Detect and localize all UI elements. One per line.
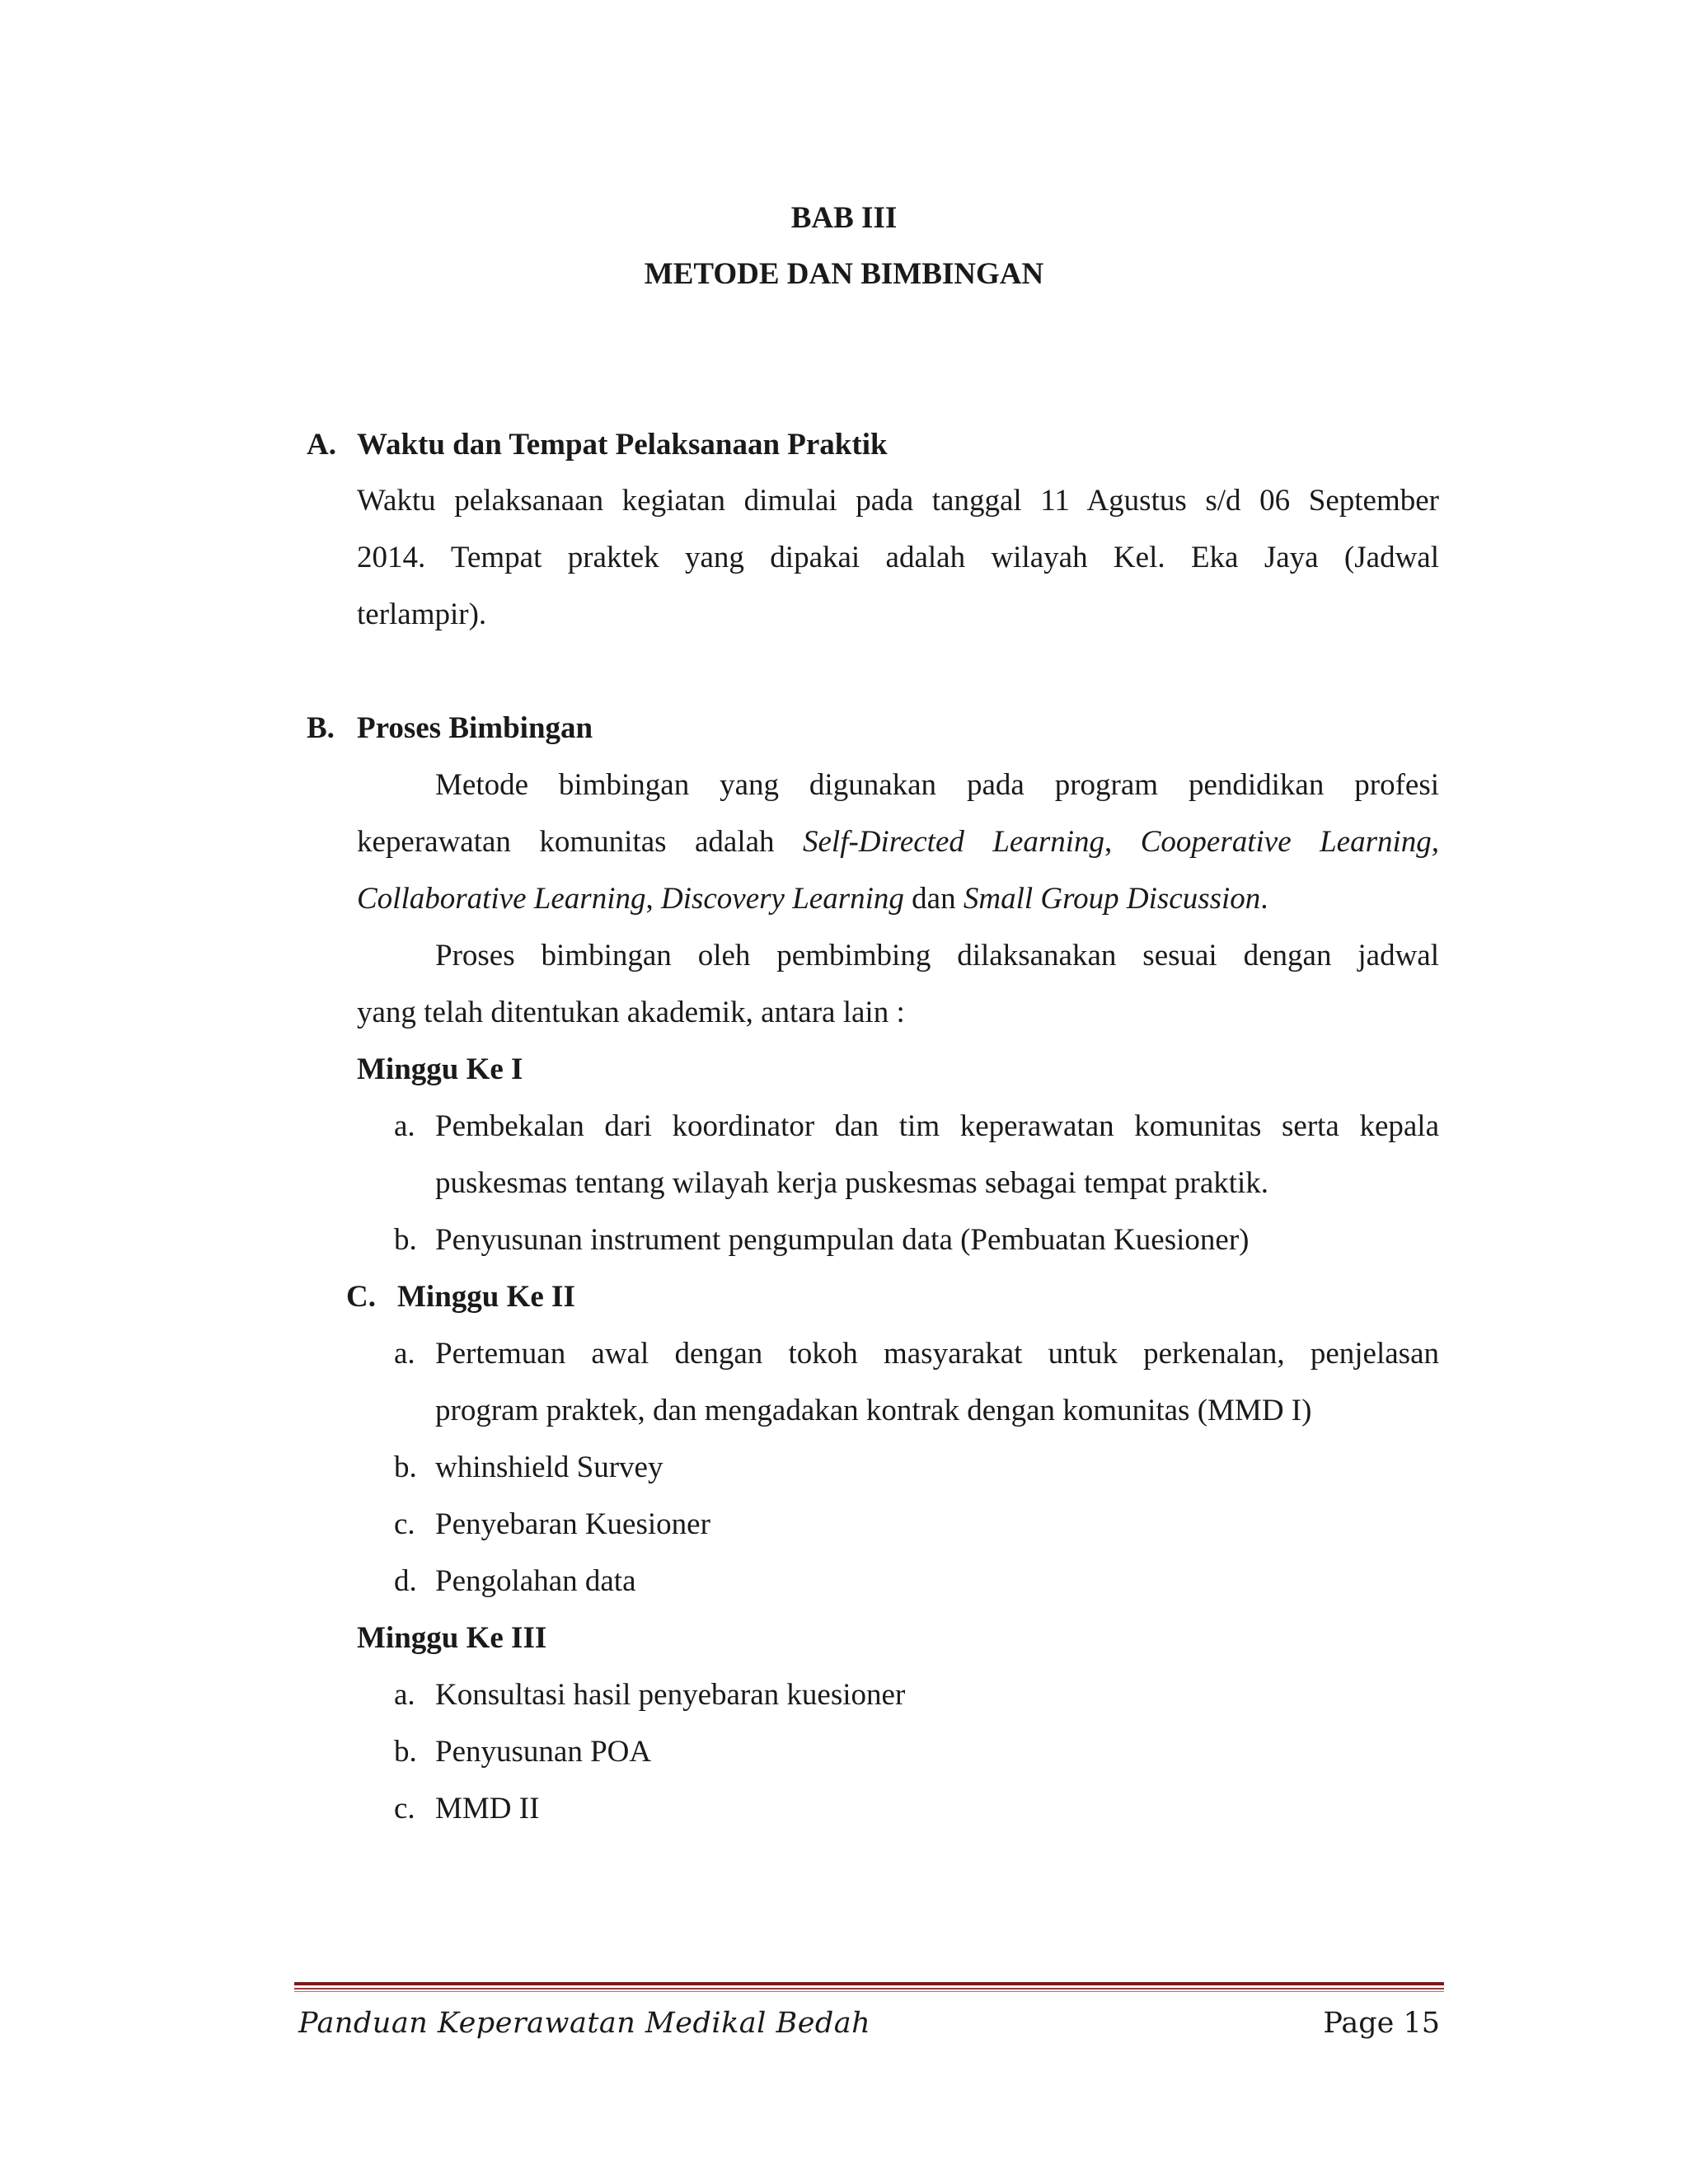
list-marker: c. xyxy=(394,1792,415,1825)
list-item-line: Penyebaran Kuesioner xyxy=(435,1507,710,1541)
list-item-line: whinshield Survey xyxy=(435,1451,663,1484)
list-marker: b. xyxy=(394,1223,417,1257)
paragraph-line: Collaborative Learning, Discovery Learning dan Small Group Discussion. xyxy=(357,882,1268,916)
week-1-heading: Minggu Ke I xyxy=(357,1052,523,1086)
section-a-line: 2014. Tempat praktek yang dipakai adalah wilayah Kel. Eka Jaya (Jadwal xyxy=(357,541,1439,574)
term-small-group-discussion: Small Group Discussion xyxy=(963,882,1261,916)
list-marker: b. xyxy=(394,1451,417,1484)
footer-divider xyxy=(294,1982,1444,1994)
list-marker: b. xyxy=(394,1735,417,1769)
list-marker: a. xyxy=(394,1678,415,1712)
week-2-marker: C. xyxy=(346,1280,376,1314)
footer-title: Panduan Keperawatan Medikal Bedah xyxy=(298,2007,871,2040)
paragraph-line: Metode bimbingan yang digunakan pada program pendidikan profesi xyxy=(435,768,1439,802)
paragraph-line: Proses bimbingan oleh pembimbing dilaksanakan sesuai dengan jadwal xyxy=(435,939,1439,972)
list-item-line: Penyusunan POA xyxy=(435,1735,652,1769)
list-item-line: Pertemuan awal dengan tokoh masyarakat untuk perkenalan, penjelasan xyxy=(435,1337,1439,1371)
chapter-number: BAB III xyxy=(790,201,898,235)
list-item-line: puskesmas tentang wilayah kerja puskesmas sebagai tempat praktik. xyxy=(435,1166,1269,1200)
section-a-heading: Waktu dan Tempat Pelaksanaan Praktik xyxy=(357,428,888,462)
section-b-heading: Proses Bimbingan xyxy=(357,711,593,745)
section-a-marker: A. xyxy=(307,428,336,462)
list-marker: a. xyxy=(394,1337,415,1371)
term-cooperative-learning: Cooperative Learning, xyxy=(1140,825,1440,859)
term-self-directed-learning: Self-Directed Learning xyxy=(803,825,1105,859)
list-marker: a. xyxy=(394,1109,415,1143)
paragraph-line: yang telah ditentukan akademik, antara lain : xyxy=(357,996,905,1029)
section-a-line: Waktu pelaksanaan kegiatan dimulai pada tanggal 11 Agustus s/d 06 September xyxy=(357,484,1439,518)
list-marker: d. xyxy=(394,1564,417,1598)
list-item-line: MMD II xyxy=(435,1792,540,1825)
list-item-line: Konsultasi hasil penyebaran kuesioner xyxy=(435,1678,906,1712)
paragraph-line: keperawatan komunitas adalah Self-Directed Learning, Cooperative Learning, xyxy=(357,825,1440,859)
page-number: Page 15 xyxy=(1323,2007,1440,2040)
section-b-marker: B. xyxy=(307,711,335,745)
week-2-heading: Minggu Ke II xyxy=(397,1280,575,1314)
list-item-line: program praktek, dan mengadakan kontrak dengan komunitas (MMD I) xyxy=(435,1394,1312,1427)
list-item-line: Penyusunan instrument pengumpulan data (Pembuatan Kuesioner) xyxy=(435,1223,1250,1257)
list-marker: c. xyxy=(394,1507,415,1541)
chapter-title: METODE DAN BIMBINGAN xyxy=(644,257,1044,291)
term-collaborative-learning: Collaborative Learning xyxy=(357,882,646,916)
list-item-line: Pembekalan dari koordinator dan tim keperawatan komunitas serta kepala xyxy=(435,1109,1439,1143)
week-3-heading: Minggu Ke III xyxy=(357,1621,547,1655)
section-a-line: terlampir). xyxy=(357,598,487,631)
list-item-line: Pengolahan data xyxy=(435,1564,636,1598)
term-discovery-learning: Discovery Learning xyxy=(660,882,904,916)
